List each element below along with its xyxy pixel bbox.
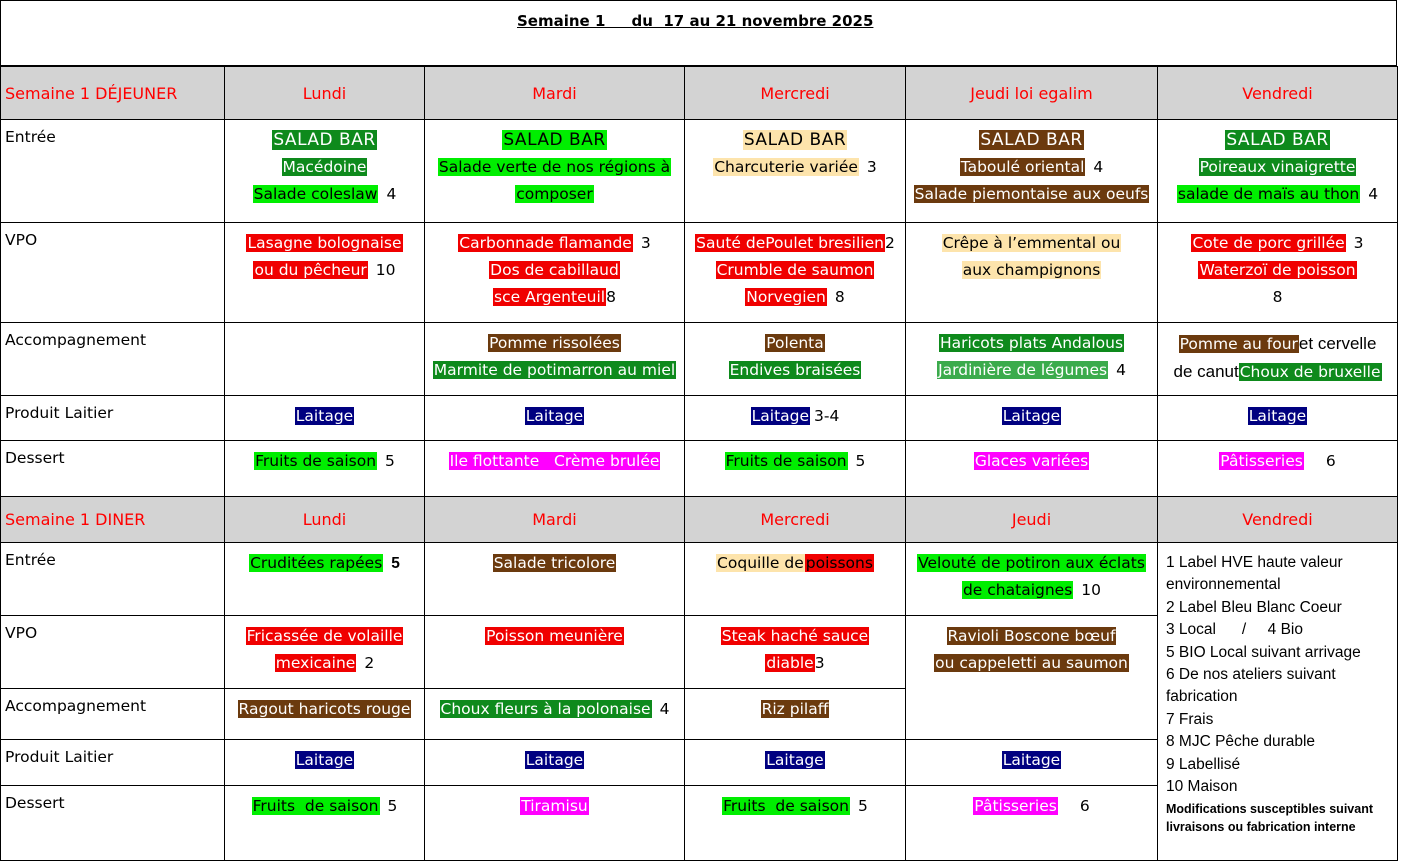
lunch-accompagnement-vendredi <box>1158 323 1398 396</box>
lunch-vpo-row <box>1 223 1398 323</box>
dish-item: Steak haché sauce <box>721 627 869 645</box>
dish-item: Endives braisées <box>729 361 861 379</box>
legend-item: 5 BIO Local suivant arrivage <box>1166 643 1361 661</box>
legend-note: Modifications susceptibles suivant livraisons ou fabrication interne <box>1166 802 1373 835</box>
lunch-day-lundi: Lundi <box>225 67 425 120</box>
lunch-accompagnement-row <box>1 323 1398 396</box>
dinner-day-mardi: Mardi <box>425 497 685 543</box>
label-code: 3 <box>814 654 825 672</box>
dinner-day-vendredi: Vendredi <box>1158 497 1398 543</box>
label-code: 4 <box>659 700 670 718</box>
dish-item: Poireaux vinaigrette <box>1199 158 1356 176</box>
dish-item: Laitage <box>1248 407 1307 425</box>
dish-item: ou du pêcheur <box>254 261 367 279</box>
dish-item: Salade coleslaw <box>253 185 378 203</box>
salad-bar-badge: SALAD BAR <box>980 130 1083 150</box>
lunch-dessert-lundi <box>225 441 425 497</box>
dish-item: Haricots plats Andalous <box>939 334 1124 352</box>
lunch-laitier-vendredi <box>1158 396 1398 441</box>
label-code: 3 <box>866 158 877 176</box>
legend-item: 8 MJC Pêche durable <box>1166 733 1316 751</box>
dinner-header-label: Semaine 1 DINER <box>1 497 225 543</box>
lunch-day-jeudi: Jeudi loi egalim <box>906 67 1158 120</box>
lunch-laitier-mardi <box>425 396 685 441</box>
dish-item: Laitage <box>295 407 354 425</box>
lunch-vpo-mercredi <box>685 223 906 323</box>
dish-item: salade de maïs au thon <box>1177 185 1360 203</box>
label-code: 5 <box>385 452 395 470</box>
dish-item: Taboulé oriental <box>960 158 1085 176</box>
dish-item: sce Argenteuil <box>494 288 606 306</box>
lunch-laitier-lundi <box>225 396 425 441</box>
dish-item: poissons <box>805 554 873 572</box>
dish-item: Laitage <box>525 407 584 425</box>
dinner-laitier-lundi <box>225 740 425 786</box>
dish-item: Fruits de saison <box>255 452 377 470</box>
dinner-entree-mardi <box>425 543 685 616</box>
dish-item: Waterzoï de poisson <box>1199 261 1356 279</box>
salad-bar-badge: SALAD BAR <box>743 130 847 150</box>
dish-item: Lasagne bolognaise <box>247 234 402 252</box>
dish-item: Cruditées rapées <box>250 554 383 572</box>
lunch-entree-mercredi <box>685 120 906 223</box>
dish-item: Charcuterie variée <box>714 158 858 176</box>
dish-item: mexicaine <box>275 654 356 672</box>
legend-item: 2 Label Bleu Blanc Coeur <box>1166 598 1342 616</box>
dinner-entree-lundi <box>225 543 425 616</box>
legend-item: 10 Maison <box>1166 778 1238 796</box>
legend-panel <box>1158 543 1398 861</box>
legend-item: 1 Label HVE haute valeur environnemental <box>1166 554 1343 594</box>
row-label-laitier: Produit Laitier <box>1 396 225 441</box>
dinner-accompagnement-mardi <box>425 689 685 740</box>
dish-item: et cervelle <box>1298 334 1377 353</box>
dish-item: Macédoine <box>282 158 367 176</box>
dish-item: Sauté dePoulet bresilien <box>696 234 884 252</box>
lunch-header-label: Semaine 1 DÉJEUNER <box>1 67 225 120</box>
row-label-entree: Entrée <box>1 120 225 223</box>
dish-item: Salade piemontaise aux oeufs <box>914 185 1149 203</box>
dinner-entree-row <box>1 543 1398 616</box>
page-title: Semaine 1 du 17 au 21 novembre 2025 <box>517 12 874 30</box>
dish-item: Riz pilaff <box>761 700 829 718</box>
row-label-entree: Entrée <box>1 543 225 616</box>
dish-item: Laitage <box>295 751 354 769</box>
dish-item: Cote de porc grillée <box>1192 234 1345 252</box>
dish-item: Fruits de saison <box>725 452 847 470</box>
dinner-entree-mercredi <box>685 543 906 616</box>
dish-item: composer <box>516 185 593 203</box>
lunch-dessert-mercredi <box>685 441 906 497</box>
lunch-laitier-mercredi <box>685 396 906 441</box>
menu-table <box>0 66 1398 861</box>
lunch-vpo-jeudi <box>906 223 1158 323</box>
dinner-laitier-mardi <box>425 740 685 786</box>
lunch-accompagnement-jeudi <box>906 323 1158 396</box>
label-code: 4 <box>386 185 397 203</box>
label-code: 2 <box>884 234 895 252</box>
dinner-day-lundi: Lundi <box>225 497 425 543</box>
label-code: 10 <box>375 261 396 279</box>
dish-item: Pomme rissolées <box>489 334 620 352</box>
lunch-accompagnement-mardi <box>425 323 685 396</box>
lunch-vpo-lundi <box>225 223 425 323</box>
lunch-dessert-vendredi <box>1158 441 1398 497</box>
lunch-accompagnement-lundi <box>225 323 425 396</box>
dish-item: Coquille de <box>717 554 804 572</box>
dinner-laitier-jeudi <box>906 740 1158 786</box>
dinner-vpo-lundi <box>225 616 425 689</box>
dinner-vpo-jeudi <box>906 616 1158 740</box>
legend-item: 6 De nos ateliers suivant fabrication <box>1166 666 1336 706</box>
dish-item: Laitage <box>525 751 584 769</box>
dish-item: Poisson meunière <box>486 627 623 645</box>
row-label-vpo: VPO <box>1 616 225 689</box>
salad-bar-badge: SALAD BAR <box>1226 130 1329 150</box>
dish-item: Pâtisseries <box>1220 452 1303 470</box>
lunch-vpo-vendredi <box>1158 223 1398 323</box>
dinner-dessert-mardi <box>425 786 685 861</box>
dish-item: Choux de bruxelle <box>1239 363 1381 381</box>
label-code: 6 <box>1079 797 1090 815</box>
dinner-laitier-mercredi <box>685 740 906 786</box>
dinner-dessert-jeudi <box>906 786 1158 861</box>
lunch-header-row <box>1 67 1398 120</box>
label-code: 8 <box>606 288 616 306</box>
label-code: 3 <box>1353 234 1364 252</box>
row-label-dessert: Dessert <box>1 786 225 861</box>
lunch-accompagnement-mercredi <box>685 323 906 396</box>
dish-item: diable <box>766 654 814 672</box>
dinner-header-row <box>1 497 1398 543</box>
label-code: 4 <box>1116 361 1126 379</box>
dish-item: Fruits de saison <box>252 797 379 815</box>
dish-item: Carbonnade flamande <box>459 234 632 252</box>
dinner-accompagnement-mercredi <box>685 689 906 740</box>
dish-item: Ile flottante Crème brulée <box>449 452 660 470</box>
dish-item: Dos de cabillaud <box>490 261 619 279</box>
dish-item: Ragout haricots rouge <box>238 700 411 718</box>
legend-item: 3 Local / 4 Bio <box>1166 621 1303 639</box>
dish-item: Tiramisu <box>521 797 588 815</box>
lunch-vpo-mardi <box>425 223 685 323</box>
label-code: 4 <box>1093 158 1104 176</box>
label-code: 5 <box>387 797 398 815</box>
dish-item: Norvegien <box>746 288 826 306</box>
lunch-laitier-row <box>1 396 1398 441</box>
dish-item: Salade tricolore <box>493 554 616 572</box>
dinner-entree-jeudi <box>906 543 1158 616</box>
lunch-day-vendredi: Vendredi <box>1158 67 1398 120</box>
lunch-entree-jeudi <box>906 120 1158 223</box>
label-code: 8 <box>1272 288 1283 306</box>
dish-item: de chataignes <box>962 581 1073 599</box>
label-code: 5 <box>391 555 400 572</box>
lunch-dessert-row <box>1 441 1398 497</box>
dish-item: Laitage <box>751 407 810 425</box>
lunch-dessert-jeudi <box>906 441 1158 497</box>
dish-item: Crêpe à l’emmental ou <box>942 234 1121 252</box>
dish-item: Marmite de potimarron au miel <box>433 361 676 379</box>
label-code: 8 <box>834 288 845 306</box>
row-label-accompagnement: Accompagnement <box>1 689 225 740</box>
dish-item: Jardinière de légumes <box>938 361 1108 379</box>
title-row <box>0 0 1397 66</box>
dish-item: Polenta <box>766 334 824 352</box>
row-label-laitier: Produit Laitier <box>1 740 225 786</box>
label-code: 3 <box>640 234 651 252</box>
lunch-dessert-mardi <box>425 441 685 497</box>
dinner-accompagnement-lundi <box>225 689 425 740</box>
salad-bar-badge: SALAD BAR <box>273 130 376 150</box>
dish-item: ou cappeletti au saumon <box>935 654 1128 672</box>
lunch-laitier-jeudi <box>906 396 1158 441</box>
dish-item: Laitage <box>1002 407 1061 425</box>
lunch-entree-lundi <box>225 120 425 223</box>
dish-item: de canut <box>1173 362 1239 381</box>
label-code: 6 <box>1325 452 1336 470</box>
dish-item: Pâtisseries <box>974 797 1057 815</box>
label-code: 5 <box>855 452 866 470</box>
dish-item: Laitage <box>766 751 824 769</box>
lunch-day-mercredi: Mercredi <box>685 67 906 120</box>
lunch-entree-vendredi <box>1158 120 1398 223</box>
row-label-dessert: Dessert <box>1 441 225 497</box>
label-code: 5 <box>858 797 868 815</box>
dinner-dessert-lundi <box>225 786 425 861</box>
row-label-accompagnement: Accompagnement <box>1 323 225 396</box>
label-code: 3-4 <box>814 407 840 425</box>
lunch-day-mardi: Mardi <box>425 67 685 120</box>
dish-item: Glaces variées <box>974 452 1089 470</box>
row-label-vpo: VPO <box>1 223 225 323</box>
dinner-day-mercredi: Mercredi <box>685 497 906 543</box>
dinner-day-jeudi: Jeudi <box>906 497 1158 543</box>
label-code: 4 <box>1368 185 1379 203</box>
salad-bar-badge: SALAD BAR <box>503 130 606 150</box>
dish-item: Choux fleurs à la polonaise <box>440 700 651 718</box>
dish-item: aux champignons <box>962 261 1101 279</box>
legend-item: 7 Frais <box>1166 710 1214 728</box>
legend-item: 9 Labellisé <box>1166 755 1241 773</box>
dish-item: Velouté de potiron aux éclats <box>918 554 1145 572</box>
dinner-dessert-mercredi <box>685 786 906 861</box>
dinner-vpo-mercredi <box>685 616 906 689</box>
lunch-entree-mardi <box>425 120 685 223</box>
dish-item: Laitage <box>1002 751 1061 769</box>
dish-item: Fruits de saison <box>723 797 849 815</box>
dish-item: Salade verte de nos régions à <box>438 158 671 176</box>
dish-item: Pomme au four <box>1179 335 1298 353</box>
lunch-entree-row <box>1 120 1398 223</box>
label-code: 2 <box>364 654 375 672</box>
dish-item: Fricassée de volaille <box>246 627 403 645</box>
dish-item: Ravioli Boscone bœuf <box>947 627 1116 645</box>
dish-item: Crumble de saumon <box>716 261 874 279</box>
dinner-vpo-mardi <box>425 616 685 689</box>
label-code: 10 <box>1081 581 1102 599</box>
